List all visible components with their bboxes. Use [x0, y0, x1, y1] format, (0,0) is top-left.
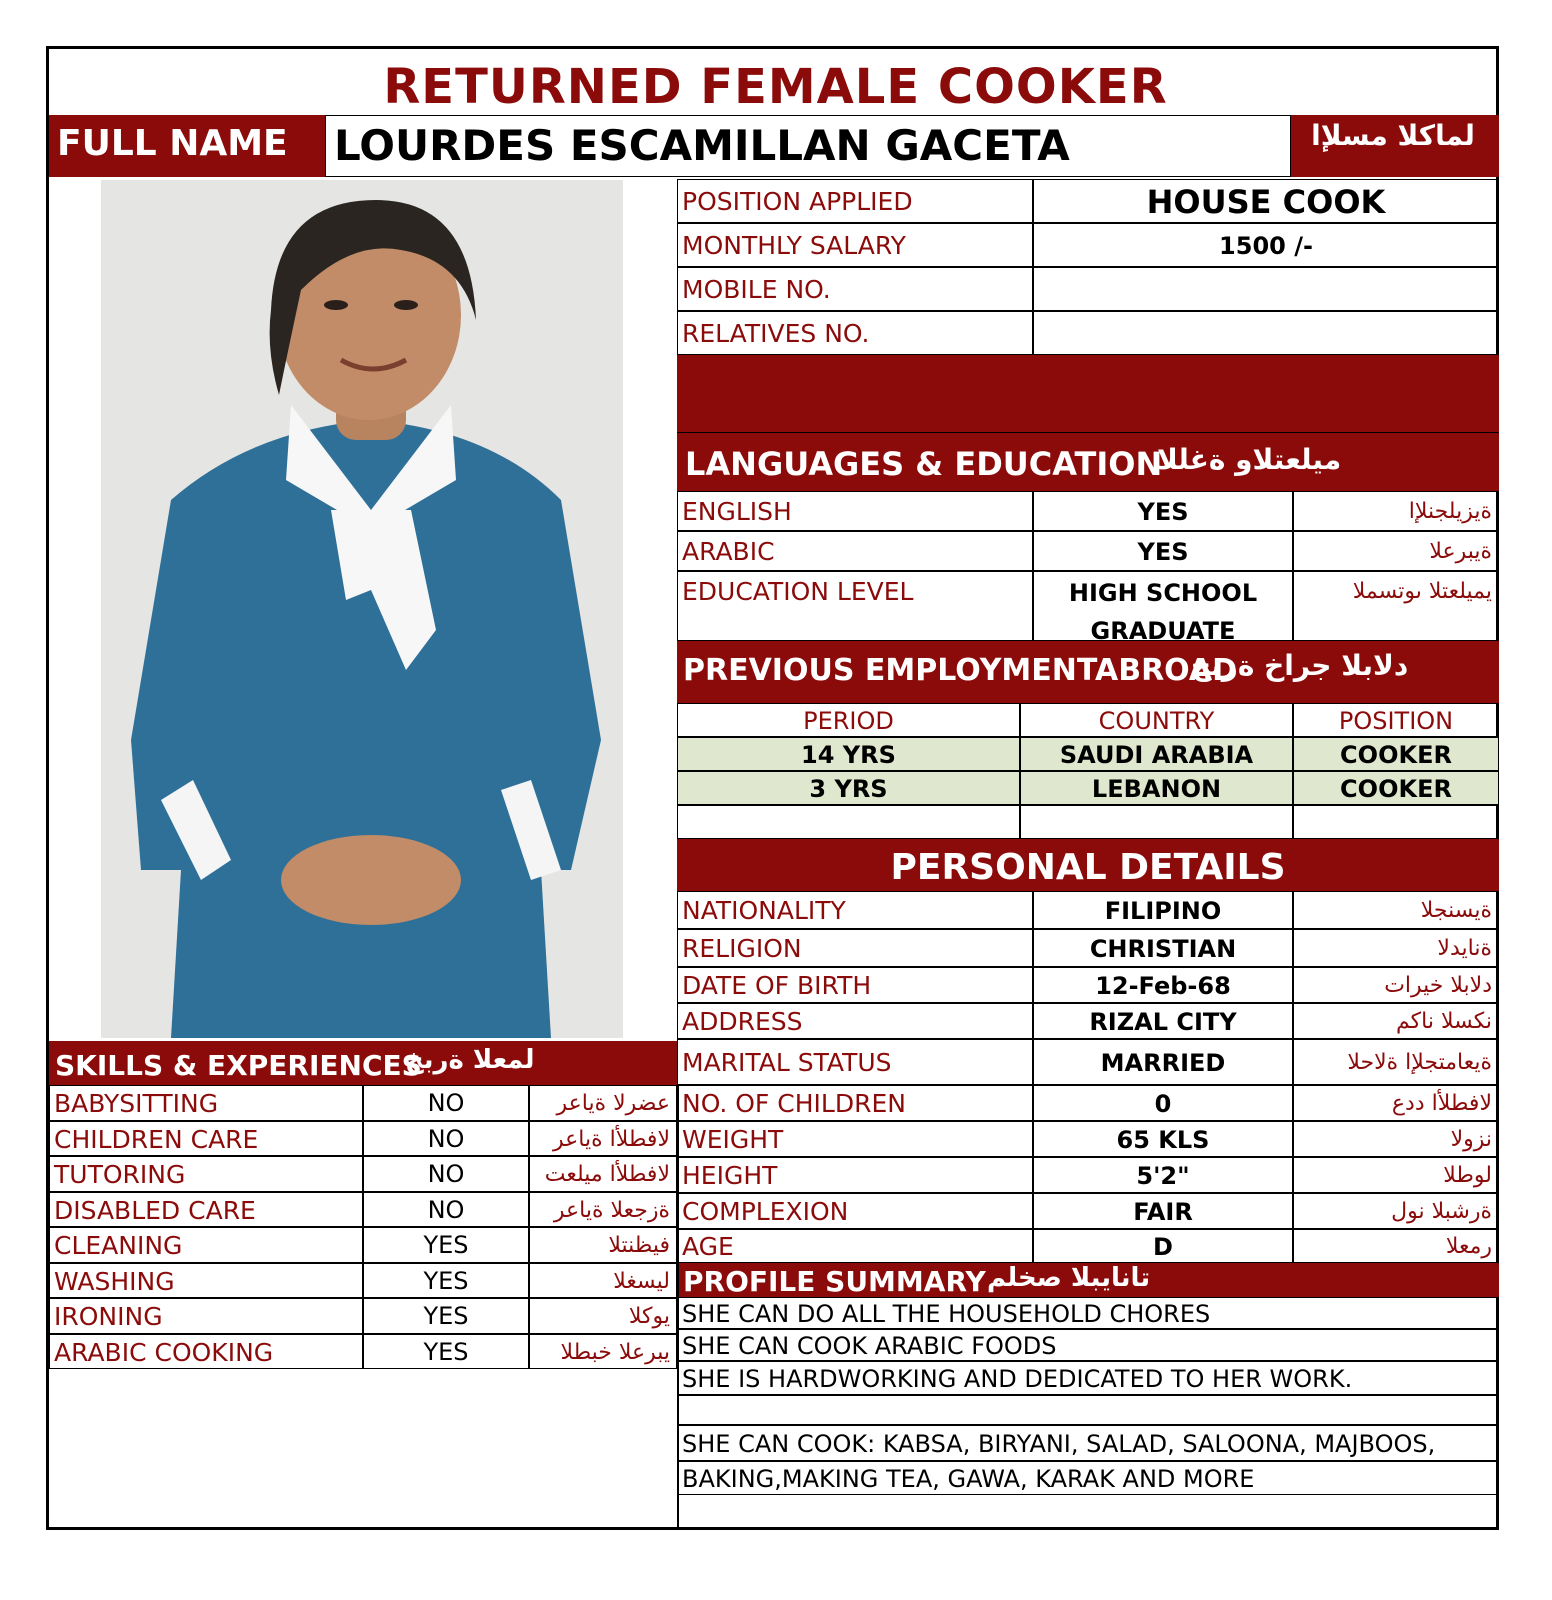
skill-label: CHILDREN CARE	[49, 1121, 363, 1157]
skill-value: NO	[363, 1156, 529, 1192]
skill-arabic: ةزجعلا ةياعر	[529, 1192, 677, 1228]
personal-label: NATIONALITY	[677, 891, 1033, 929]
summary-header	[677, 1263, 1499, 1297]
personal-arabic: ةيسنجلا	[1293, 891, 1499, 929]
skills-header-label: SKILLS & EXPERIENCES	[55, 1049, 422, 1082]
employment-header-label: PREVIOUS EMPLOYMENTABROAD	[683, 653, 1238, 688]
summary-line: SHE IS HARDWORKING AND DEDICATED TO HER WORK.	[677, 1361, 1499, 1395]
applicant-photo	[101, 180, 623, 1038]
summary-header-arabic: تانايبلا صخلم	[987, 1263, 1151, 1293]
full-name-box	[325, 115, 1291, 177]
skills-header-arabic: لمعلا ةربخ	[405, 1045, 535, 1075]
personal-label: AGE	[677, 1229, 1033, 1263]
languages-header-arabic: ميلعتلاو ةغللا	[1157, 443, 1342, 476]
personal-arabic: دلابلا خيرات	[1293, 967, 1499, 1003]
languages-header-label: LANGUAGES & EDUCATION	[685, 445, 1163, 483]
employment-empty-cell	[1293, 805, 1499, 839]
skill-arabic: عضرلا ةياعر	[529, 1085, 677, 1121]
summary-line: BAKING,MAKING TEA, GAWA, KARAK AND MORE	[677, 1461, 1499, 1495]
skill-label: BABYSITTING	[49, 1085, 363, 1121]
application-label: MONTHLY SALARY	[677, 223, 1033, 267]
personal-value: CHRISTIAN	[1033, 929, 1293, 967]
personal-header-label: PERSONAL DETAILS	[890, 847, 1286, 888]
full-name-arabic: لماكلا مسلإا	[1311, 119, 1475, 152]
personal-label: COMPLEXION	[677, 1193, 1033, 1229]
summary-line	[677, 1395, 1499, 1425]
skill-arabic: يبرعلا خبطلا	[529, 1334, 677, 1370]
application-value	[1033, 267, 1499, 311]
personal-value: MARRIED	[1033, 1039, 1293, 1085]
personal-value: 5'2"	[1033, 1157, 1293, 1193]
personal-label: DATE OF BIRTH	[677, 967, 1033, 1003]
employment-position: COOKER	[1293, 737, 1499, 771]
application-label: POSITION APPLIED	[677, 179, 1033, 223]
language-arabic: ةيزيلجنلإا	[1293, 491, 1499, 531]
language-value: HIGH SCHOOL GRADUATE	[1033, 571, 1293, 641]
skill-label: CLEANING	[49, 1227, 363, 1263]
personal-arabic: رمعلا	[1293, 1229, 1499, 1263]
language-label: EDUCATION LEVEL	[677, 571, 1033, 641]
personal-label: HEIGHT	[677, 1157, 1033, 1193]
employment-country: SAUDI ARABIA	[1020, 737, 1293, 771]
application-value	[1033, 311, 1499, 355]
language-label: ENGLISH	[677, 491, 1033, 531]
personal-value: D	[1033, 1229, 1293, 1263]
personal-value: FILIPINO	[1033, 891, 1293, 929]
personal-value: FAIR	[1033, 1193, 1293, 1229]
cv-sheet	[46, 46, 1499, 1530]
summary-line: SHE CAN COOK ARABIC FOODS	[677, 1329, 1499, 1361]
skill-value: NO	[363, 1121, 529, 1157]
personal-value: RIZAL CITY	[1033, 1003, 1293, 1039]
employment-period: 3 YRS	[677, 771, 1020, 805]
skill-arabic: يوكلا	[529, 1298, 677, 1334]
language-label: ARABIC	[677, 531, 1033, 571]
personal-arabic: ةرشبلا نول	[1293, 1193, 1499, 1229]
skill-label: DISABLED CARE	[49, 1192, 363, 1228]
skill-label: WASHING	[49, 1263, 363, 1299]
employment-col-header: POSITION	[1293, 703, 1499, 737]
personal-label: ADDRESS	[677, 1003, 1033, 1039]
personal-label: RELIGION	[677, 929, 1033, 967]
skill-arabic: لافطلأا ةياعر	[529, 1121, 677, 1157]
skill-value: NO	[363, 1192, 529, 1228]
personal-label: MARITAL STATUS	[677, 1039, 1033, 1085]
skill-value: YES	[363, 1298, 529, 1334]
skill-value: YES	[363, 1334, 529, 1370]
employment-col-header: COUNTRY	[1020, 703, 1293, 737]
summary-header-label: PROFILE SUMMARY	[683, 1265, 986, 1298]
personal-value: 0	[1033, 1085, 1293, 1121]
language-value: YES	[1033, 531, 1293, 571]
full-name-label: FULL NAME	[57, 123, 288, 164]
skill-label: IRONING	[49, 1298, 363, 1334]
personal-label: WEIGHT	[677, 1121, 1033, 1157]
personal-arabic: لافطلأا ددع	[1293, 1085, 1499, 1121]
languages-header	[677, 433, 1499, 491]
personal-value: 65 KLS	[1033, 1121, 1293, 1157]
skill-arabic: ليسغلا	[529, 1263, 677, 1299]
skills-header	[49, 1041, 677, 1085]
summary-line: SHE CAN DO ALL THE HOUSEHOLD CHORES	[677, 1297, 1499, 1329]
skill-value: YES	[363, 1227, 529, 1263]
personal-arabic: ةنايدلا	[1293, 929, 1499, 967]
personal-arabic: نزولا	[1293, 1121, 1499, 1157]
employment-header-arabic: دلابلا جراخ ةربخ	[1191, 649, 1409, 682]
personal-arabic: لوطلا	[1293, 1157, 1499, 1193]
application-value: 1500 /-	[1033, 223, 1499, 267]
employment-position: COOKER	[1293, 771, 1499, 805]
application-value: HOUSE COOK	[1033, 179, 1499, 223]
employment-header	[677, 641, 1499, 703]
full-name-value: LOURDES ESCAMILLAN GACETA	[334, 121, 1070, 170]
skill-label: TUTORING	[49, 1156, 363, 1192]
employment-col-header: PERIOD	[677, 703, 1020, 737]
summary-line: SHE CAN COOK: KABSA, BIRYANI, SALAD, SALOONA, MAJBOOS,	[677, 1425, 1499, 1461]
language-arabic: ةيبرعلا	[1293, 531, 1499, 571]
personal-arabic: نكسلا ناكم	[1293, 1003, 1499, 1039]
application-label: MOBILE NO.	[677, 267, 1033, 311]
skill-arabic: فيظنتلا	[529, 1227, 677, 1263]
blank-red-block	[677, 355, 1499, 433]
employment-empty-cell	[1020, 805, 1293, 839]
personal-header	[677, 839, 1499, 891]
application-label: RELATIVES NO.	[677, 311, 1033, 355]
employment-country: LEBANON	[1020, 771, 1293, 805]
skill-arabic: لافطلأا ميلعت	[529, 1156, 677, 1192]
personal-label: NO. OF CHILDREN	[677, 1085, 1033, 1121]
employment-empty-cell	[677, 805, 1020, 839]
skill-value: YES	[363, 1263, 529, 1299]
employment-period: 14 YRS	[677, 737, 1020, 771]
page-title: RETURNED FEMALE COOKER	[383, 59, 1168, 115]
skill-value: NO	[363, 1085, 529, 1121]
personal-value: 12-Feb-68	[1033, 967, 1293, 1003]
personal-arabic: ةيعامتجلإا ةلاحلا	[1293, 1039, 1499, 1085]
language-arabic: يميلعتلا ىوتسملا	[1293, 571, 1499, 641]
language-value: YES	[1033, 491, 1293, 531]
skill-label: ARABIC COOKING	[49, 1334, 363, 1370]
